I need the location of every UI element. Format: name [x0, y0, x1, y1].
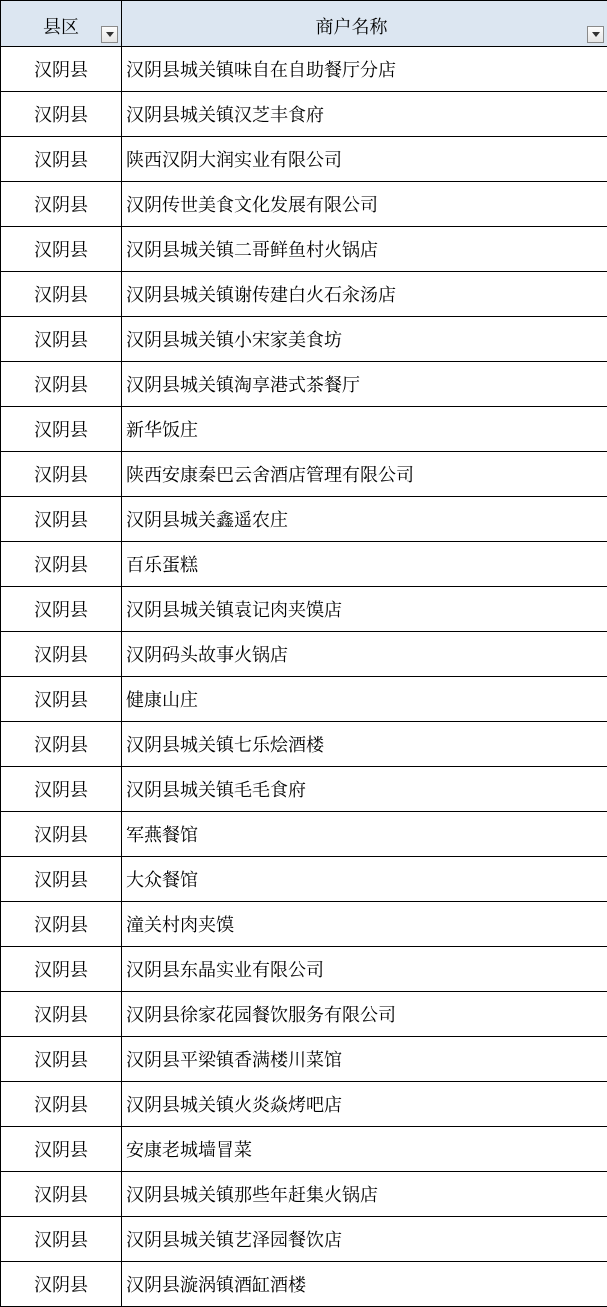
table-row	[1, 47, 607, 92]
table-row	[1, 1127, 607, 1172]
cell-county[interactable]: 汉阴县	[1, 902, 122, 947]
cell-county[interactable]: 汉阴县	[1, 92, 122, 137]
table-row	[1, 317, 607, 362]
cell-merchant-name[interactable]: 汉阴县徐家花园餐饮服务有限公司	[122, 992, 607, 1037]
table-row	[1, 812, 607, 857]
cell-merchant-name[interactable]: 汉阴传世美食文化发展有限公司	[122, 182, 607, 227]
cell-merchant-name[interactable]: 百乐蛋糕	[122, 542, 607, 587]
table-row	[1, 1172, 607, 1217]
chevron-down-icon	[106, 32, 114, 37]
cell-merchant-name[interactable]: 汉阴县城关镇艺泽园餐饮店	[122, 1217, 607, 1262]
cell-merchant-name[interactable]: 汉阴县东晶实业有限公司	[122, 947, 607, 992]
cell-county[interactable]: 汉阴县	[1, 272, 122, 317]
table-row	[1, 767, 607, 812]
cell-merchant-name[interactable]: 汉阴县城关镇谢传建白火石汆汤店	[122, 272, 607, 317]
table-row	[1, 587, 607, 632]
header-county[interactable]	[1, 1, 122, 47]
cell-merchant-name[interactable]: 陕西汉阴大润实业有限公司	[122, 137, 607, 182]
table-row	[1, 137, 607, 182]
cell-county[interactable]: 汉阴县	[1, 137, 122, 182]
cell-merchant-name[interactable]: 汉阴县城关镇味自在自助餐厅分店	[122, 47, 607, 92]
cell-merchant-name[interactable]: 陕西安康秦巴云舍酒店管理有限公司	[122, 452, 607, 497]
cell-merchant-name[interactable]: 汉阴县城关镇小宋家美食坊	[122, 317, 607, 362]
cell-merchant-name[interactable]: 安康老城墙冒菜	[122, 1127, 607, 1172]
cell-merchant-name[interactable]: 新华饭庄	[122, 407, 607, 452]
cell-merchant-name[interactable]: 汉阴县城关鑫遥农庄	[122, 497, 607, 542]
table-row	[1, 227, 607, 272]
cell-county[interactable]: 汉阴县	[1, 812, 122, 857]
table-row	[1, 1037, 607, 1082]
table-row	[1, 272, 607, 317]
header-row	[1, 1, 607, 47]
table-row	[1, 992, 607, 1037]
cell-merchant-name[interactable]: 汉阴县城关镇毛毛食府	[122, 767, 607, 812]
table-row	[1, 407, 607, 452]
cell-county[interactable]: 汉阴县	[1, 947, 122, 992]
cell-merchant-name[interactable]: 汉阴县平梁镇香满楼川菜馆	[122, 1037, 607, 1082]
table-row	[1, 92, 607, 137]
table-row	[1, 362, 607, 407]
cell-county[interactable]: 汉阴县	[1, 1172, 122, 1217]
cell-county[interactable]: 汉阴县	[1, 47, 122, 92]
cell-county[interactable]: 汉阴县	[1, 182, 122, 227]
cell-county[interactable]: 汉阴县	[1, 1037, 122, 1082]
cell-county[interactable]: 汉阴县	[1, 587, 122, 632]
cell-county[interactable]: 汉阴县	[1, 632, 122, 677]
cell-county[interactable]: 汉阴县	[1, 992, 122, 1037]
cell-merchant-name[interactable]: 汉阴县城关镇七乐烩酒楼	[122, 722, 607, 767]
cell-county[interactable]: 汉阴县	[1, 1217, 122, 1262]
table-row	[1, 497, 607, 542]
cell-county[interactable]: 汉阴县	[1, 452, 122, 497]
cell-merchant-name[interactable]: 汉阴县城关镇袁记肉夹馍店	[122, 587, 607, 632]
table-row	[1, 1262, 607, 1307]
cell-merchant-name[interactable]: 汉阴县城关镇二哥鲜鱼村火锅店	[122, 227, 607, 272]
filter-merchant-button[interactable]	[587, 26, 604, 43]
cell-merchant-name[interactable]: 汉阴码头故事火锅店	[122, 632, 607, 677]
cell-county[interactable]: 汉阴县	[1, 497, 122, 542]
table-row	[1, 1082, 607, 1127]
header-merchant[interactable]	[122, 1, 607, 47]
cell-merchant-name[interactable]: 大众餐馆	[122, 857, 607, 902]
filter-county-button[interactable]	[101, 26, 118, 43]
cell-merchant-name[interactable]: 汉阴县城关镇火炎焱烤吧店	[122, 1082, 607, 1127]
table-body	[1, 47, 607, 1307]
cell-county[interactable]: 汉阴县	[1, 767, 122, 812]
cell-county[interactable]: 汉阴县	[1, 857, 122, 902]
cell-merchant-name[interactable]: 军燕餐馆	[122, 812, 607, 857]
table-row	[1, 947, 607, 992]
cell-merchant-name[interactable]: 汉阴县城关镇那些年赶集火锅店	[122, 1172, 607, 1217]
cell-county[interactable]: 汉阴县	[1, 362, 122, 407]
table-row	[1, 182, 607, 227]
cell-county[interactable]: 汉阴县	[1, 677, 122, 722]
header-merchant-label: 商户名称	[122, 13, 581, 39]
table-row	[1, 542, 607, 587]
table-row	[1, 722, 607, 767]
table-row	[1, 632, 607, 677]
header-county-label: 县区	[1, 13, 121, 39]
cell-merchant-name[interactable]: 汉阴县漩涡镇酒缸酒楼	[122, 1262, 607, 1307]
cell-merchant-name[interactable]: 潼关村肉夹馍	[122, 902, 607, 947]
table-row	[1, 677, 607, 722]
cell-county[interactable]: 汉阴县	[1, 317, 122, 362]
cell-county[interactable]: 汉阴县	[1, 1262, 122, 1307]
chevron-down-icon	[592, 32, 600, 37]
table-row	[1, 857, 607, 902]
cell-county[interactable]: 汉阴县	[1, 542, 122, 587]
cell-county[interactable]: 汉阴县	[1, 722, 122, 767]
cell-merchant-name[interactable]: 汉阴县城关镇汉芝丰食府	[122, 92, 607, 137]
table-row	[1, 452, 607, 497]
cell-merchant-name[interactable]: 健康山庄	[122, 677, 607, 722]
cell-county[interactable]: 汉阴县	[1, 407, 122, 452]
cell-county[interactable]: 汉阴县	[1, 227, 122, 272]
table-row	[1, 902, 607, 947]
cell-merchant-name[interactable]: 汉阴县城关镇淘享港式茶餐厅	[122, 362, 607, 407]
table-row	[1, 1217, 607, 1262]
cell-county[interactable]: 汉阴县	[1, 1127, 122, 1172]
cell-county[interactable]: 汉阴县	[1, 1082, 122, 1127]
